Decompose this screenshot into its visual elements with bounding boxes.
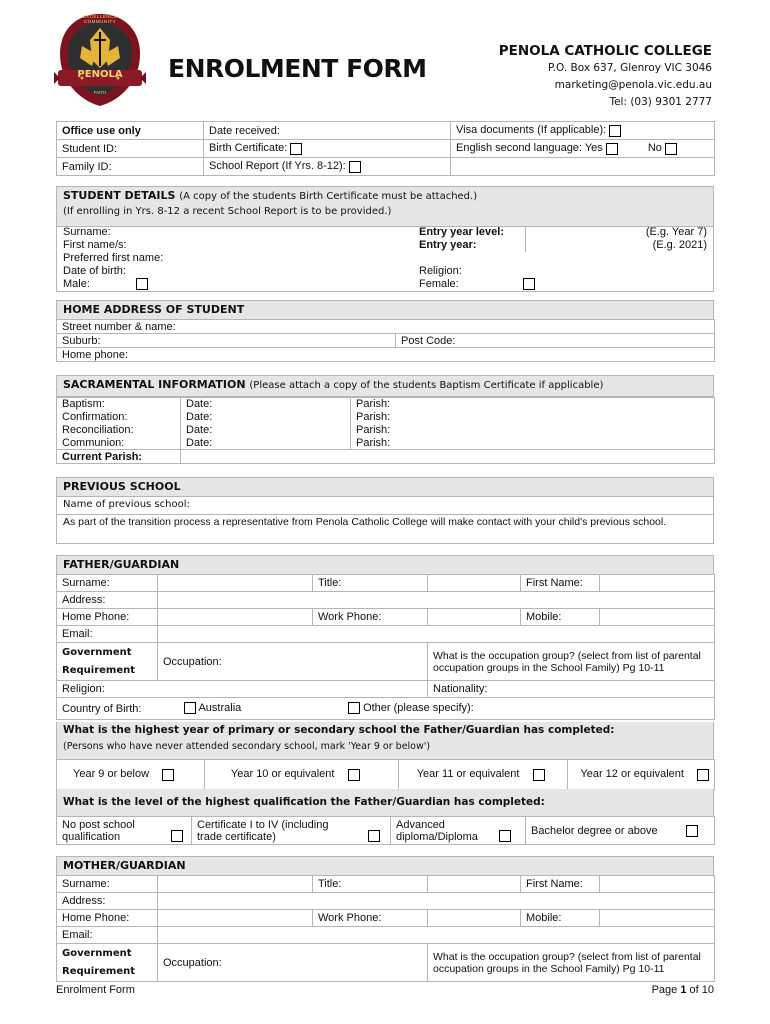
entry-year-field[interactable]: Entry year: [419, 239, 477, 251]
school-report-field[interactable] [204, 158, 451, 176]
footer-page-total: of 10 [686, 984, 714, 996]
father-title-field[interactable] [428, 575, 521, 592]
postcode-field[interactable]: Post Code: [396, 334, 715, 348]
dob-field[interactable]: Date of birth: [63, 265, 126, 277]
mother-title-label: Title: [313, 876, 428, 893]
birth-cert-label: Birth Certificate: [209, 142, 288, 155]
reconciliation-parish[interactable]: Parish: [351, 424, 715, 437]
father-year12-option[interactable] [568, 760, 715, 790]
mother-homephone-field[interactable] [158, 910, 313, 927]
confirmation-parish[interactable]: Parish: [351, 411, 715, 424]
mother-title-field[interactable] [428, 876, 521, 893]
confirmation-label: Confirmation: [57, 411, 181, 424]
sacramental-header [56, 375, 714, 397]
father-qual-cert-label: Certificate I to IV (including trade certificate) [197, 818, 329, 843]
school-report-note: (If enrolling in Yrs. 8-12 a recent School Report is to be provided.) [63, 206, 392, 217]
father-gov-req: Government Requirement [57, 643, 158, 681]
father-email-field[interactable] [158, 626, 715, 643]
home-address-title: HOME ADDRESS OF STUDENT [63, 303, 245, 316]
entry-level-example: (E.g. Year 7) [645, 226, 707, 238]
esl-label: English second language: Yes [456, 142, 603, 155]
entry-divider [525, 226, 526, 252]
mother-address-field[interactable] [158, 893, 715, 910]
father-surname-label: Surname: [57, 575, 158, 592]
mother-occupation-field[interactable]: Occupation: [158, 944, 428, 982]
home-phone-field[interactable]: Home phone: [57, 348, 715, 362]
current-parish-field[interactable] [181, 450, 715, 464]
father-school-question [56, 722, 714, 760]
mother-header [56, 856, 714, 876]
female-checkbox[interactable] [523, 278, 535, 290]
father-title: FATHER/GUARDIAN [63, 558, 180, 571]
mother-email-field[interactable] [158, 927, 715, 944]
father-year11-option[interactable] [398, 760, 568, 790]
father-country-label: Country of Birth: [62, 702, 142, 715]
esl-no-checkbox[interactable] [665, 143, 677, 155]
father-qual-question-text: What is the level of the highest qualification the Father/Guardian has completed: [63, 796, 545, 808]
sacramental-note: (Please attach a copy of the students Baptism Certificate if applicable) [249, 380, 604, 391]
mother-mobile-field[interactable] [600, 910, 715, 927]
father-firstname-field[interactable] [600, 575, 715, 592]
father-year10-option[interactable] [204, 760, 398, 790]
father-nationality-field[interactable]: Nationality: [428, 681, 715, 698]
father-occupation-field[interactable]: Occupation: [158, 643, 428, 681]
school-name: PENOLA CATHOLIC COLLEGE [498, 43, 712, 59]
religion-field[interactable]: Religion: [419, 265, 462, 277]
father-religion-field[interactable]: Religion: [57, 681, 428, 698]
father-qual-diploma-option[interactable] [391, 817, 526, 845]
father-qual-none-label: No post school qualification [62, 818, 135, 843]
father-australia-label: Australia [198, 702, 242, 714]
visa-checkbox[interactable] [609, 125, 621, 137]
mother-title: MOTHER/GUARDIAN [63, 859, 186, 872]
mother-surname-field[interactable] [158, 876, 313, 893]
mother-occ-group-field[interactable]: What is the occupation group? (select from list of parental occupation groups in the School Family) Pg 10-11 [428, 944, 715, 982]
footer-page-number [652, 984, 714, 996]
father-email-label: Email: [57, 626, 158, 643]
student-details-title: STUDENT DETAILS [63, 189, 176, 202]
mother-table [56, 875, 715, 982]
father-qual-none-option[interactable] [57, 817, 192, 845]
baptism-parish[interactable]: Parish: [351, 398, 715, 411]
entry-level-field[interactable]: Entry year level: [419, 226, 504, 238]
office-use-table [56, 121, 715, 176]
mother-firstname-field[interactable] [600, 876, 715, 893]
current-parish-label: Current Parish: [57, 450, 181, 464]
preferred-name-field[interactable]: Preferred first name: [63, 252, 164, 264]
mother-email-label: Email: [57, 927, 158, 944]
father-school-question-text: What is the highest year of primary or secondary school the Father/Guardian has completed: [63, 724, 615, 736]
father-other-country-label: Other (please specify): [363, 702, 474, 714]
father-firstname-label: First Name: [521, 575, 600, 592]
school-address: P.O. Box 637, Glenroy VIC 3046 [547, 62, 712, 74]
school-report-checkbox[interactable] [349, 161, 361, 173]
mother-address-label: Address: [57, 893, 158, 910]
father-australia-checkbox[interactable] [184, 702, 196, 714]
father-qual-question [56, 789, 714, 817]
father-year9-checkbox[interactable] [162, 769, 174, 781]
visa-field[interactable] [451, 122, 715, 140]
mother-workphone-label: Work Phone: [313, 910, 428, 927]
confirmation-date[interactable]: Date: [181, 411, 351, 424]
father-mobile-field[interactable] [600, 609, 715, 626]
father-mobile-label: Mobile: [521, 609, 600, 626]
previous-school-note: As part of the transition process a representative from Penola Catholic College will make contact with your child's previous school. [56, 514, 714, 544]
father-year12-label: Year 12 or equivalent [580, 768, 684, 781]
father-qual-cert-option[interactable] [192, 817, 391, 845]
crest-motto-top: EXCELLENCE COMMUNITY [82, 14, 118, 24]
school-report-label: School Report (If Yrs. 8-12): [209, 160, 346, 173]
sacrament-row [57, 398, 715, 411]
mother-firstname-label: First Name: [521, 876, 600, 893]
student-id-field[interactable]: Student ID: [57, 140, 204, 158]
communion-label: Communion: [57, 437, 181, 450]
mother-mobile-label: Mobile: [521, 910, 600, 927]
previous-school-header [56, 477, 714, 497]
father-qual-diploma-label: Advanced diploma/Diploma [396, 818, 478, 843]
male-checkbox[interactable] [136, 278, 148, 290]
father-school-options [56, 759, 715, 790]
father-workphone-label: Work Phone: [313, 609, 428, 626]
father-qual-bachelor-option[interactable] [526, 817, 715, 845]
mother-workphone-field[interactable] [428, 910, 521, 927]
father-occ-group-field[interactable]: What is the occupation group? (select from list of parental occupation groups in the School Family) Pg 10-11 [428, 643, 715, 681]
footer-form-name: Enrolment Form [56, 984, 135, 996]
sacrament-row [57, 437, 715, 450]
mother-surname-label: Surname: [57, 876, 158, 893]
father-other-country-checkbox[interactable] [348, 702, 360, 714]
father-title-label: Title: [313, 575, 428, 592]
baptism-date[interactable]: Date: [181, 398, 351, 411]
esl-yes-checkbox[interactable] [606, 143, 618, 155]
father-year10-label: Year 10 or equivalent [230, 768, 335, 781]
father-qual-diploma-checkbox[interactable] [499, 830, 511, 842]
esl-no-label: No [647, 142, 662, 155]
visa-label: Visa documents (If applicable): [456, 124, 607, 137]
previous-school-title: PREVIOUS SCHOOL [63, 480, 181, 493]
father-workphone-field[interactable] [428, 609, 521, 626]
sacrament-row [57, 424, 715, 437]
street-field[interactable]: Street number & name: [57, 320, 715, 334]
school-email: marketing@penola.vic.edu.au [554, 79, 712, 91]
female-field[interactable] [419, 278, 535, 291]
communion-parish[interactable]: Parish: [351, 437, 715, 450]
previous-school-field[interactable]: Name of previous school: [56, 496, 714, 515]
form-title: ENROLMENT FORM [168, 54, 427, 83]
father-header [56, 555, 714, 575]
father-school-note: (Persons who have never attended secondary school, mark 'Year 9 or below') [63, 741, 431, 752]
first-names-field[interactable]: First name/s: [63, 239, 127, 251]
school-info [499, 43, 712, 111]
surname-field[interactable]: Surname: [63, 226, 111, 238]
father-address-label: Address: [57, 592, 158, 609]
footer-page-prefix: Page [651, 984, 681, 996]
mother-homephone-label: Home Phone: [57, 910, 158, 927]
male-label: Male: [63, 278, 90, 290]
crest-motto-bottom: FAITH [93, 90, 107, 95]
birth-cert-checkbox[interactable] [290, 143, 302, 155]
date-received-field[interactable]: Date received: [204, 122, 451, 140]
mother-gov-req: Government Requirement [57, 944, 158, 982]
entry-year-example: (E.g. 2021) [652, 239, 707, 251]
father-homephone-label: Home Phone: [57, 609, 158, 626]
female-label: Female: [419, 278, 459, 290]
reconciliation-label: Reconciliation: [57, 424, 181, 437]
father-year9-option[interactable] [57, 760, 205, 790]
father-address-field[interactable] [158, 592, 715, 609]
esl-field [451, 140, 715, 158]
father-country-row [57, 698, 715, 720]
father-surname-field[interactable] [158, 575, 313, 592]
father-table [56, 574, 715, 720]
father-qual-options [56, 816, 715, 845]
father-year11-label: Year 11 or equivalent [416, 768, 520, 781]
family-id-field[interactable]: Family ID: [57, 158, 204, 176]
father-year9-label: Year 9 or below [73, 768, 150, 781]
father-homephone-field[interactable] [158, 609, 313, 626]
baptism-label: Baptism: [57, 398, 181, 411]
home-address-header [56, 300, 714, 320]
office-use-label: Office use only [57, 122, 204, 140]
sacramental-table [56, 397, 715, 464]
college-crest-logo [52, 10, 148, 110]
communion-date[interactable]: Date: [181, 437, 351, 450]
home-address-table [56, 319, 715, 362]
birth-cert-field[interactable] [204, 140, 451, 158]
student-details-header [56, 186, 714, 227]
student-details-note: (A copy of the students Birth Certificate must be attached.) [179, 191, 478, 202]
sacrament-row [57, 411, 715, 424]
school-phone: Tel: (03) 9301 2777 [609, 96, 712, 108]
father-qual-bachelor-label: Bachelor degree or above [531, 824, 658, 837]
father-qual-cert-checkbox[interactable] [368, 830, 380, 842]
suburb-field[interactable]: Suburb: [57, 334, 396, 348]
office-empty-cell [451, 158, 715, 176]
father-year12-checkbox[interactable] [697, 769, 709, 781]
father-qual-none-checkbox[interactable] [171, 830, 183, 842]
student-details-fields [56, 226, 714, 292]
footer-current-page: 1 [680, 984, 687, 996]
father-year10-checkbox[interactable] [348, 769, 360, 781]
father-qual-bachelor-checkbox[interactable] [686, 825, 698, 837]
crest-name: PENOLA [77, 69, 123, 80]
reconciliation-date[interactable]: Date: [181, 424, 351, 437]
father-year11-checkbox[interactable] [533, 769, 545, 781]
sacramental-title: SACRAMENTAL INFORMATION [63, 378, 246, 391]
male-field[interactable] [63, 278, 163, 291]
